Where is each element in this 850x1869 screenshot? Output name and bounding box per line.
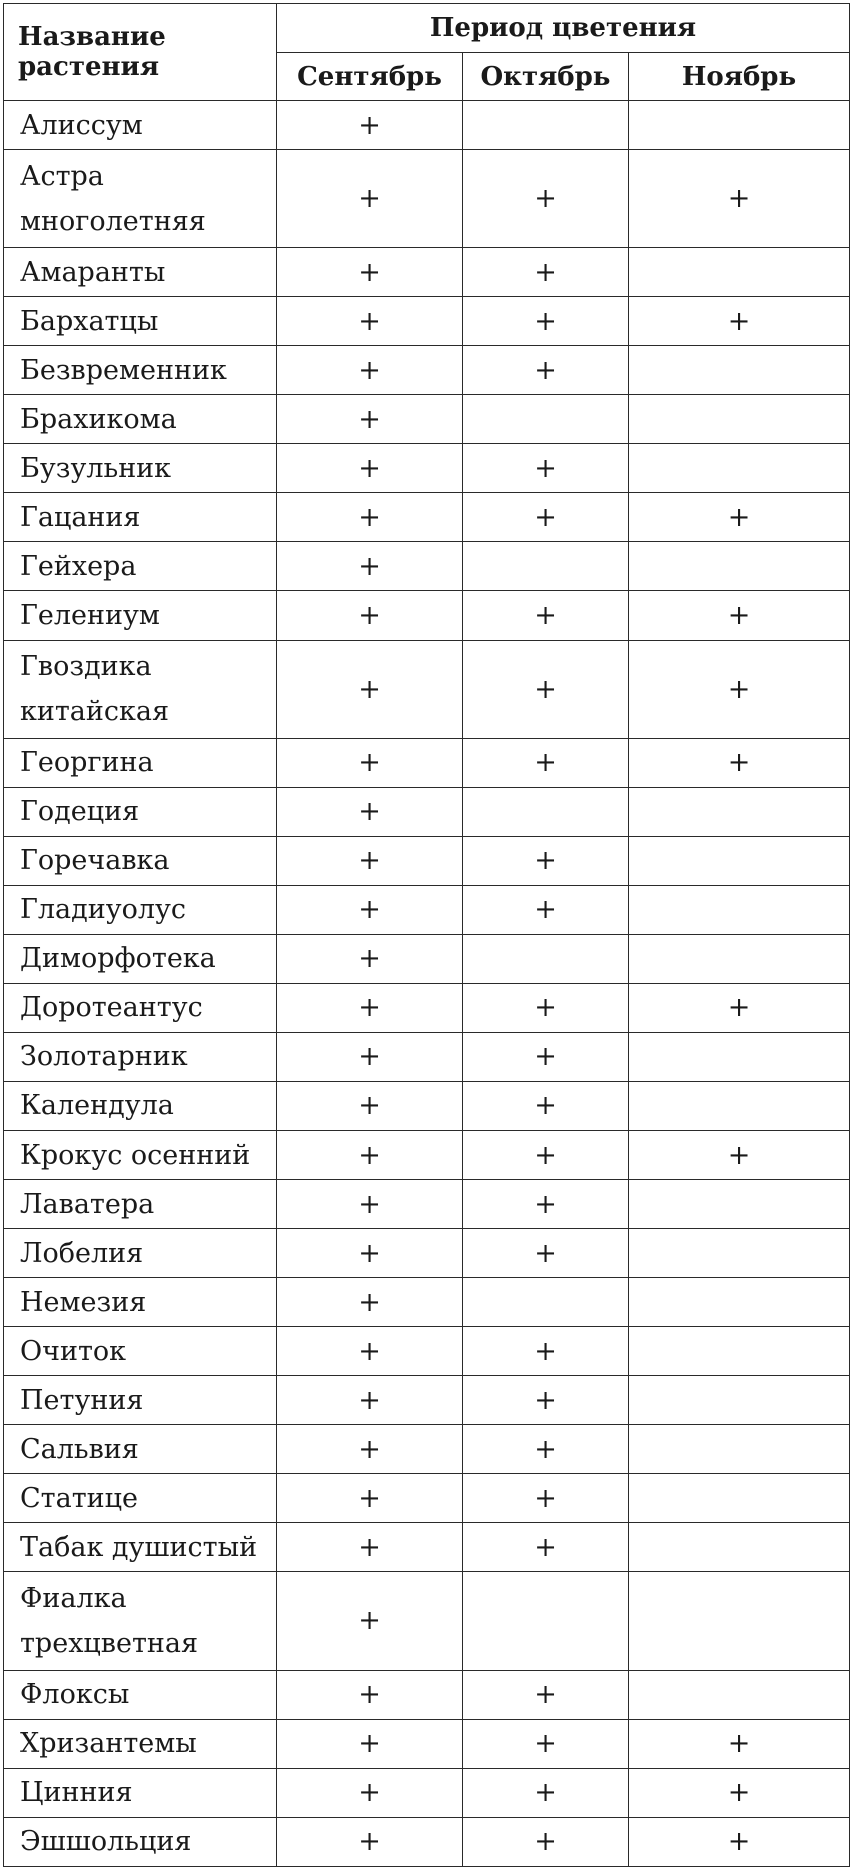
plant-name-cell: Гладиуолус — [4, 885, 277, 934]
bloom-mark-november — [629, 248, 850, 297]
table-row — [4, 150, 850, 248]
table-row — [4, 395, 850, 444]
bloom-mark-october: + — [463, 444, 629, 493]
table-row — [4, 787, 850, 836]
bloom-mark-september: + — [277, 983, 463, 1032]
bloom-mark-november — [629, 1081, 850, 1130]
bloom-mark-november — [629, 1180, 850, 1229]
bloom-mark-november — [629, 101, 850, 150]
bloom-mark-september: + — [277, 297, 463, 346]
bloom-mark-october: + — [463, 640, 629, 738]
bloom-mark-september: + — [277, 542, 463, 591]
bloom-mark-october: + — [463, 1523, 629, 1572]
bloom-mark-october: + — [463, 1229, 629, 1278]
bloom-mark-october — [463, 395, 629, 444]
bloom-period-header: Период цветения — [277, 4, 850, 53]
plant-name-header: Название растения — [4, 4, 277, 101]
table-row — [4, 1523, 850, 1572]
plant-name-cell: Гелениум — [4, 591, 277, 640]
plant-name-cell: Диморфотека — [4, 934, 277, 983]
bloom-mark-september: + — [277, 493, 463, 542]
bloom-mark-september: + — [277, 444, 463, 493]
table-row — [4, 1572, 850, 1670]
bloom-mark-november: + — [629, 983, 850, 1032]
plant-name-cell: Немезия — [4, 1278, 277, 1327]
plant-name-cell: Статице — [4, 1474, 277, 1523]
bloom-mark-november — [629, 1032, 850, 1081]
table-row — [4, 101, 850, 150]
bloom-mark-november: + — [629, 1768, 850, 1817]
bloom-mark-november — [629, 1278, 850, 1327]
bloom-mark-september: + — [277, 1670, 463, 1719]
bloom-mark-september: + — [277, 738, 463, 787]
bloom-mark-october: + — [463, 591, 629, 640]
table-row — [4, 885, 850, 934]
table-row — [4, 1278, 850, 1327]
plant-name-cell: Георгина — [4, 738, 277, 787]
plant-name-cell: Гацания — [4, 493, 277, 542]
plant-name-cell: Доротеантус — [4, 983, 277, 1032]
plant-name-cell: Хризантемы — [4, 1719, 277, 1768]
plant-name-cell: Лаватера — [4, 1180, 277, 1229]
table-row — [4, 1768, 850, 1817]
bloom-mark-october: + — [463, 885, 629, 934]
bloom-mark-september: + — [277, 248, 463, 297]
bloom-mark-september: + — [277, 934, 463, 983]
bloom-mark-october: + — [463, 983, 629, 1032]
plant-name-cell: Годеция — [4, 787, 277, 836]
bloom-mark-september: + — [277, 1180, 463, 1229]
bloom-mark-october: + — [463, 738, 629, 787]
table-row — [4, 738, 850, 787]
bloom-mark-october — [463, 542, 629, 591]
table-row — [4, 346, 850, 395]
bloom-mark-september: + — [277, 1278, 463, 1327]
table-row — [4, 1229, 850, 1278]
plant-name-cell: Табак душистый — [4, 1523, 277, 1572]
plant-name-cell: Брахикома — [4, 395, 277, 444]
table-row — [4, 1474, 850, 1523]
bloom-mark-september: + — [277, 1474, 463, 1523]
bloom-mark-november — [629, 934, 850, 983]
bloom-mark-november: + — [629, 150, 850, 248]
bloom-mark-october: + — [463, 1670, 629, 1719]
bloom-mark-october: + — [463, 1719, 629, 1768]
bloom-mark-september: + — [277, 1376, 463, 1425]
table-header — [4, 4, 850, 101]
bloom-mark-november — [629, 395, 850, 444]
bloom-mark-november — [629, 885, 850, 934]
bloom-mark-september: + — [277, 395, 463, 444]
plant-name-cell: Гвоздика китайская — [4, 640, 277, 738]
bloom-mark-september: + — [277, 1081, 463, 1130]
table-row — [4, 297, 850, 346]
bloom-mark-september: + — [277, 1719, 463, 1768]
bloom-mark-october: + — [463, 836, 629, 885]
bloom-mark-october: + — [463, 1376, 629, 1425]
bloom-mark-september: + — [277, 346, 463, 395]
plant-name-cell: Петуния — [4, 1376, 277, 1425]
bloom-mark-september: + — [277, 885, 463, 934]
plant-name-cell: Календула — [4, 1081, 277, 1130]
plant-name-cell: Золотарник — [4, 1032, 277, 1081]
bloom-mark-november: + — [629, 297, 850, 346]
bloom-mark-november: + — [629, 640, 850, 738]
bloom-mark-november — [629, 836, 850, 885]
table-row — [4, 542, 850, 591]
table-row — [4, 1817, 850, 1866]
table-row — [4, 1719, 850, 1768]
plant-name-cell: Цинния — [4, 1768, 277, 1817]
bloom-mark-november — [629, 542, 850, 591]
bloom-mark-september: + — [277, 1817, 463, 1866]
bloom-mark-september: + — [277, 1131, 463, 1180]
bloom-mark-october: + — [463, 1768, 629, 1817]
bloom-mark-october: + — [463, 1032, 629, 1081]
table-row — [4, 493, 850, 542]
bloom-mark-november — [629, 1474, 850, 1523]
table-row — [4, 836, 850, 885]
plant-name-cell: Крокус осенний — [4, 1131, 277, 1180]
month-header-november: Ноябрь — [629, 53, 850, 101]
plant-name-cell: Астра многолетняя — [4, 150, 277, 248]
bloom-mark-november: + — [629, 1817, 850, 1866]
bloom-mark-november — [629, 1327, 850, 1376]
bloom-mark-november — [629, 1670, 850, 1719]
bloom-mark-november — [629, 787, 850, 836]
table-row — [4, 1670, 850, 1719]
plant-name-cell: Сальвия — [4, 1425, 277, 1474]
bloom-mark-september: + — [277, 1425, 463, 1474]
plant-name-cell: Горечавка — [4, 836, 277, 885]
bloom-mark-october: + — [463, 1425, 629, 1474]
bloom-mark-november: + — [629, 1719, 850, 1768]
table-row — [4, 934, 850, 983]
table-row — [4, 444, 850, 493]
month-header-september: Сентябрь — [277, 53, 463, 101]
table-row — [4, 1032, 850, 1081]
plant-name-cell: Гейхера — [4, 542, 277, 591]
bloom-mark-september: + — [277, 640, 463, 738]
bloom-mark-october: + — [463, 1131, 629, 1180]
bloom-mark-september: + — [277, 150, 463, 248]
bloom-mark-october — [463, 101, 629, 150]
table-row — [4, 640, 850, 738]
bloom-mark-september: + — [277, 836, 463, 885]
bloom-period-table — [3, 3, 850, 1867]
table-body — [4, 101, 850, 1867]
bloom-mark-september: + — [277, 1768, 463, 1817]
bloom-mark-october — [463, 934, 629, 983]
bloom-mark-november — [629, 1229, 850, 1278]
bloom-mark-september: + — [277, 1523, 463, 1572]
plant-name-cell: Очиток — [4, 1327, 277, 1376]
bloom-mark-october: + — [463, 1180, 629, 1229]
bloom-mark-september: + — [277, 787, 463, 836]
plant-name-cell: Бархатцы — [4, 297, 277, 346]
bloom-mark-october: + — [463, 1474, 629, 1523]
table-row — [4, 1081, 850, 1130]
plant-name-cell: Эшшольция — [4, 1817, 277, 1866]
bloom-mark-october: + — [463, 297, 629, 346]
plant-name-cell: Лобелия — [4, 1229, 277, 1278]
table-row — [4, 1425, 850, 1474]
plant-name-cell: Флоксы — [4, 1670, 277, 1719]
bloom-mark-october — [463, 1278, 629, 1327]
bloom-mark-november — [629, 1425, 850, 1474]
bloom-mark-october — [463, 787, 629, 836]
bloom-mark-november — [629, 1523, 850, 1572]
bloom-mark-november: + — [629, 591, 850, 640]
bloom-mark-september: + — [277, 591, 463, 640]
bloom-mark-october: + — [463, 150, 629, 248]
bloom-mark-september: + — [277, 1229, 463, 1278]
bloom-mark-november: + — [629, 1131, 850, 1180]
bloom-mark-november: + — [629, 738, 850, 787]
table-row — [4, 248, 850, 297]
table-row — [4, 1180, 850, 1229]
table-row — [4, 1131, 850, 1180]
bloom-mark-october: + — [463, 1327, 629, 1376]
month-header-october: Октябрь — [463, 53, 629, 101]
plant-name-cell: Алиссум — [4, 101, 277, 150]
bloom-mark-october: + — [463, 1081, 629, 1130]
table-row — [4, 591, 850, 640]
bloom-mark-october: + — [463, 346, 629, 395]
bloom-mark-september: + — [277, 1032, 463, 1081]
bloom-mark-october: + — [463, 1817, 629, 1866]
bloom-mark-november — [629, 1376, 850, 1425]
bloom-mark-october: + — [463, 493, 629, 542]
plant-name-cell: Фиалка трехцветная — [4, 1572, 277, 1670]
table-row — [4, 1376, 850, 1425]
bloom-mark-october — [463, 1572, 629, 1670]
plant-name-cell: Амаранты — [4, 248, 277, 297]
table-row — [4, 983, 850, 1032]
bloom-mark-november — [629, 444, 850, 493]
bloom-mark-september: + — [277, 101, 463, 150]
bloom-mark-november: + — [629, 493, 850, 542]
bloom-mark-october: + — [463, 248, 629, 297]
plant-name-cell: Бузульник — [4, 444, 277, 493]
bloom-mark-november — [629, 346, 850, 395]
bloom-mark-september: + — [277, 1572, 463, 1670]
bloom-mark-september: + — [277, 1327, 463, 1376]
plant-name-cell: Безвременник — [4, 346, 277, 395]
bloom-mark-november — [629, 1572, 850, 1670]
table-row — [4, 1327, 850, 1376]
